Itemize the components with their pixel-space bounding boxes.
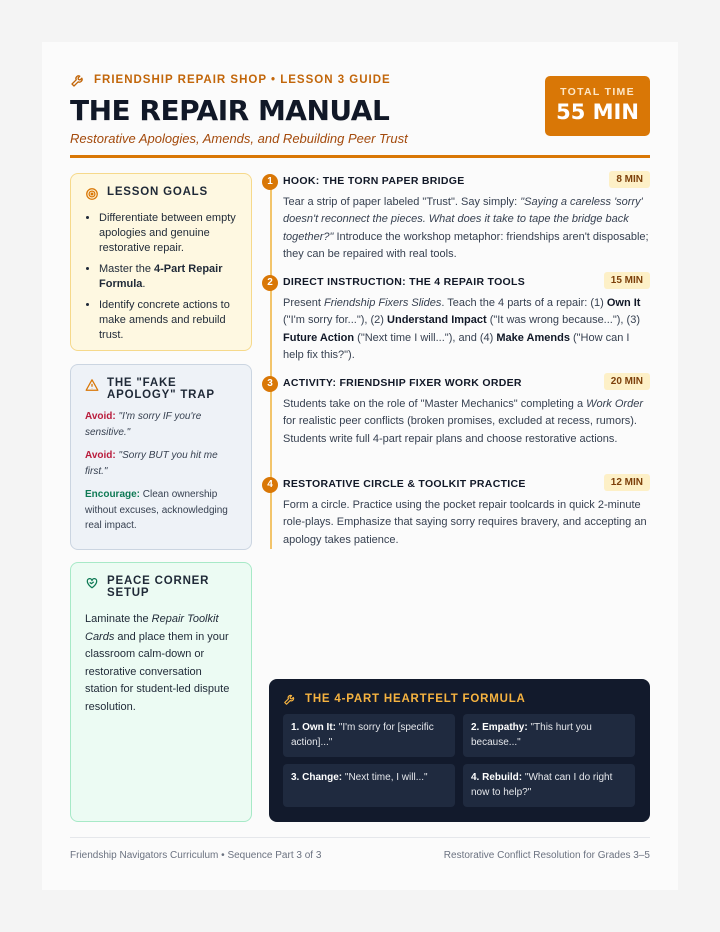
lesson-goals-card	[70, 173, 252, 351]
target-icon	[85, 187, 99, 201]
step-text: ("Next time I will..."), and (4)	[354, 331, 497, 344]
step-duration-badge: 15 MIN	[604, 272, 650, 289]
wrench-icon	[70, 72, 86, 88]
corner-header	[85, 575, 237, 599]
step-number: 4	[262, 477, 278, 493]
avoid-example-2	[85, 448, 237, 479]
formula-text: "What can I do right now to help?"	[471, 772, 613, 798]
step-text: Students take on the role of "Master Mechanics" completing a	[283, 398, 587, 410]
corner-text-end: and place them in your classroom calm-down or restorative conversation station for student-led dispute resolution.	[85, 630, 230, 713]
fake-apology-trap-card	[70, 364, 252, 550]
avoid-quote: "I'm sorry IF you're sensitive."	[85, 411, 202, 438]
step-bold: Own It	[606, 297, 641, 309]
kicker-text: FRIENDSHIP REPAIR SHOP • LESSON 3 GUIDE	[94, 74, 391, 86]
step-description	[283, 295, 650, 365]
timeline-line	[270, 181, 272, 549]
footer-right: Restorative Conflict Resolution for Grades 3–5	[443, 850, 650, 861]
formula-cell-change	[283, 764, 455, 807]
formula-header	[283, 692, 526, 706]
lesson-goals-title: LESSON GOALS	[107, 186, 208, 198]
goal-item	[99, 211, 237, 256]
footer	[70, 837, 650, 861]
encourage-label: Encourage:	[85, 489, 141, 500]
peace-corner-card	[70, 562, 252, 822]
avoid-label: Avoid:	[85, 450, 116, 461]
formula-label: 3. Change:	[291, 772, 343, 783]
formula-cell-empathy	[463, 714, 635, 757]
formula-text: "Next time, I will..."	[344, 772, 428, 783]
step-text: Introduce the workshop metaphor: friendships aren't disposable; they can be repaired with real tools.	[283, 230, 649, 261]
corner-text	[85, 611, 237, 716]
goal-item	[99, 298, 237, 343]
step-text: ("It was wrong because..."), (3)	[486, 314, 640, 327]
step-text: Present	[283, 297, 324, 309]
page-title: THE REPAIR MANUAL	[70, 94, 390, 127]
step-text: ("I'm sorry for..."), (2)	[283, 314, 388, 327]
formula-title: THE 4-PART HEARTFELT FORMULA	[305, 693, 526, 705]
step-number: 1	[262, 174, 278, 190]
avoid-quote: "Sorry BUT you hit me first."	[85, 450, 218, 477]
header	[70, 72, 650, 158]
page-subtitle: Restorative Apologies, Amends, and Rebuilding Peer Trust	[70, 131, 408, 146]
step-emphasis: Friendship Fixers Slides	[323, 297, 442, 309]
step-title: HOOK: THE TORN PAPER BRIDGE	[283, 175, 465, 187]
step-title: RESTORATIVE CIRCLE & TOOLKIT PRACTICE	[283, 478, 526, 490]
goal-text-end: .	[142, 278, 146, 290]
goal-text: Differentiate between empty apologies and genuine restorative repair.	[99, 212, 236, 254]
step-duration-badge: 12 MIN	[604, 474, 650, 491]
step-text: for realistic peer conflicts (broken promises, excluded at recess, rumors). Students write full 4-part repair plans and choose restorative actions.	[283, 415, 637, 445]
goal-text: Master the	[99, 263, 155, 275]
goal-text: Identify concrete actions to make amends and rebuild trust.	[99, 299, 230, 341]
heartfelt-formula-panel	[269, 679, 650, 822]
total-time-value: 55 MIN	[556, 100, 639, 124]
step-bold: Make Amends	[496, 331, 570, 344]
footer-left: Friendship Navigators Curriculum • Sequence Part 3 of 3	[70, 850, 322, 861]
header-divider	[70, 155, 650, 158]
step-duration-badge: 8 MIN	[609, 171, 650, 188]
total-time-label: TOTAL TIME	[560, 86, 635, 98]
step-emphasis: Work Order	[586, 398, 643, 410]
formula-text: "I'm sorry for [specific action]..."	[291, 722, 434, 748]
corner-title: PEACE CORNER SETUP	[107, 575, 210, 599]
step-bold: Future Action	[283, 331, 355, 344]
step-title: DIRECT INSTRUCTION: THE 4 REPAIR TOOLS	[283, 276, 526, 288]
warning-icon	[85, 378, 99, 392]
formula-cell-rebuild	[463, 764, 635, 807]
step-text: ("How can I help fix this?").	[283, 331, 630, 362]
trap-header	[85, 377, 237, 401]
encourage-text: Clean ownership without excuses, acknowledging real impact.	[85, 489, 228, 531]
step-description: Form a circle. Practice using the pocket repair toolcards in quick 2-minute role-plays. Emphasize that saying sorry requires bravery, and accepting an apology takes patience.	[283, 499, 647, 546]
trap-title: THE "FAKE APOLOGY" TRAP	[107, 377, 215, 401]
goals-list	[85, 211, 237, 343]
step-text: Tear a strip of paper labeled "Trust". Say simply:	[283, 196, 521, 208]
step-quote: "Saying a careless 'sorry' doesn't reconnect the pieces. What does it take to tape the bridge back together?"	[283, 196, 643, 243]
lesson-page	[42, 42, 678, 890]
lesson-goals-header	[85, 186, 237, 201]
step-bold: Understand Impact	[387, 314, 487, 327]
wrench-icon	[283, 692, 297, 706]
step-description	[283, 194, 650, 264]
heart-handshake-icon	[85, 576, 99, 590]
corner-text-emphasis: Repair Toolkit Cards	[85, 613, 219, 643]
goal-item	[99, 262, 237, 292]
step-title: ACTIVITY: FRIENDSHIP FIXER WORK ORDER	[283, 377, 522, 389]
step-description	[283, 396, 650, 448]
formula-label: 1. Own It:	[291, 722, 336, 733]
step-duration-badge: 20 MIN	[604, 373, 650, 390]
avoid-label: Avoid:	[85, 411, 116, 422]
formula-label: 2. Empathy:	[471, 722, 528, 733]
step-text: . Teach the 4 parts of a repair: (1)	[441, 297, 607, 309]
goal-emphasis: 4-Part Repair Formula	[99, 263, 223, 290]
formula-label: 4. Rebuild:	[471, 772, 523, 783]
avoid-example-1	[85, 409, 237, 440]
formula-cell-own-it	[283, 714, 455, 757]
corner-text-start: Laminate the	[85, 613, 152, 625]
encourage-example	[85, 487, 237, 534]
step-number: 2	[262, 275, 278, 291]
formula-text: "This hurt you because..."	[471, 722, 592, 748]
step-number: 3	[262, 376, 278, 392]
total-time-badge	[545, 76, 650, 136]
